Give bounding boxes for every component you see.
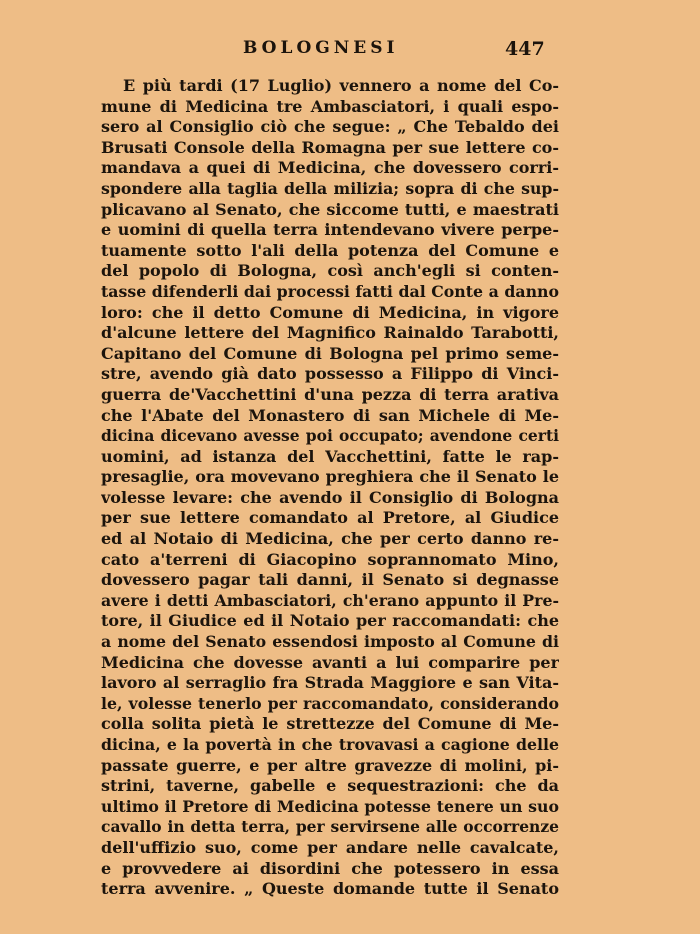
page-number: 447	[505, 38, 545, 60]
text-line: ed al Notaio di Medicina, che per certo danno re-	[101, 529, 559, 549]
text-line: mune di Medicina tre Ambasciatori, i quali espo-	[101, 96, 559, 116]
text-line: a nome del Senato essendosi imposto al Comune di	[101, 632, 559, 652]
text-line: strini, taverne, gabelle e sequestrazioni: che da	[101, 776, 559, 796]
text-line: passate guerre, e per altre gravezze di molini, pi-	[101, 755, 559, 775]
text-line: cato a'terreni di Giacopino soprannomato Mino,	[101, 549, 559, 569]
text-line: che l'Abate del Monastero di san Michele di Me-	[101, 405, 559, 425]
text-line: presaglie, ora movevano preghiera che il Senato le	[101, 467, 559, 487]
text-line: d'alcune lettere del Magnifico Rainaldo Tarabotti,	[101, 323, 559, 343]
text-line: dell'uffizio suo, come per andare nelle cavalcate,	[101, 837, 559, 857]
running-head: BOLOGNESI	[243, 38, 399, 58]
text-line: ultimo il Pretore di Medicina potesse tenere un suo	[101, 796, 559, 816]
text-line: tasse difenderli dai processi fatti dal Conte a danno	[101, 281, 559, 301]
text-line: del popolo di Bologna, così anch'egli si conten-	[101, 261, 559, 281]
text-line: terra avvenire. „ Queste domande tutte il Senato	[101, 879, 559, 899]
text-line: tore, il Giudice ed il Notaio per raccomandati: che	[101, 611, 559, 631]
text-line: uomini, ad istanza del Vacchettini, fatte le rap-	[101, 446, 559, 466]
text-line: E più tardi (17 Luglio) vennero a nome del Co-	[123, 76, 559, 95]
text-line: colla solita pietà le strettezze del Comune di Me-	[101, 714, 559, 734]
text-line: lavoro al serraglio fra Strada Maggiore e san Vita-	[101, 673, 559, 693]
text-line: per sue lettere comandato al Pretore, al Giudice	[101, 508, 559, 528]
text-line: e provvedere ai disordini che potessero in essa	[101, 858, 559, 878]
text-line: dicina dicevano avesse poi occupato; avendone certi	[101, 426, 559, 446]
text-line: Capitano del Comune di Bologna pel primo seme-	[101, 343, 559, 363]
page-header	[0, 38, 700, 66]
body-text	[101, 76, 559, 900]
text-line: dicina, e la povertà in che trovavasi a cagione delle	[101, 735, 559, 754]
text-line: Medicina che dovesse avanti a lui comparire per	[101, 652, 559, 672]
text-line: spondere alla taglia della milizia; sopra di che sup-	[101, 178, 559, 198]
text-line: mandava a quei di Medicina, che dovessero corri-	[101, 158, 559, 178]
text-line: volesse levare: che avendo il Consiglio di Bologna	[101, 487, 559, 507]
text-line: Brusati Console della Romagna per sue lettere co-	[101, 137, 559, 157]
text-line: loro: che il detto Comune di Medicina, in vigore	[101, 302, 559, 322]
text-line: cavallo in detta terra, per servirsene alle occorrenze	[101, 817, 559, 837]
text-line: stre, avendo già dato possesso a Filippo di Vinci-	[101, 364, 559, 384]
text-line: le, volesse tenerlo per raccomandato, considerando	[101, 693, 559, 713]
text-line: e uomini di quella terra intendevano vivere perpe-	[101, 220, 559, 240]
text-line: tuamente sotto l'ali della potenza del Comune e	[101, 240, 559, 260]
text-line: avere i detti Ambasciatori, ch'erano appunto il Pre-	[101, 590, 559, 610]
text-line: plicavano al Senato, che siccome tutti, e maestrati	[101, 199, 559, 219]
text-line: guerra de'Vacchettini d'una pezza di terra arativa	[101, 384, 559, 404]
text-line: sero al Consiglio ciò che segue: „ Che Tebaldo dei	[101, 117, 559, 137]
text-line: dovessero pagar tali danni, il Senato si degnasse	[101, 570, 559, 590]
